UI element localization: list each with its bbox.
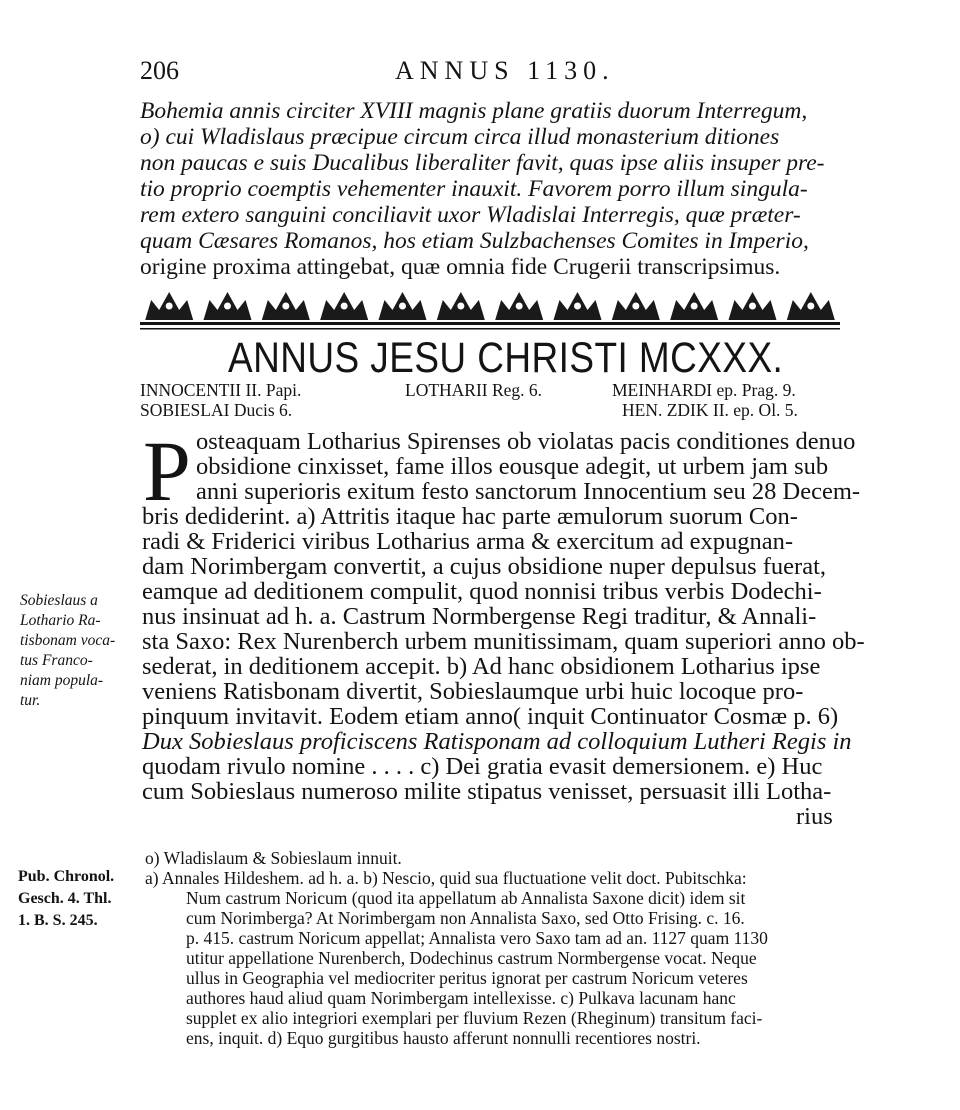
margin-line: Sobieslaus a [20,592,98,609]
regnal-bishop-olomouc: HEN. ZDIK II. ep. Ol. 5. [622,400,798,420]
drop-cap: P [143,423,191,519]
ornament-dot [691,303,698,310]
footnote-line: ens, inquit. d) Equo gurgitibus hausto afferunt nonnulli recentiores nostri. [186,1028,701,1048]
ornament-dot [807,303,814,310]
footnote-line: a) Annales Hildeshem. ad h. a. b) Nescio, quid sua fluctuatione velit doct. Pubitschka: [145,868,747,888]
text-line: radi & Friderici viribus Lotharius arma & exercitum ad expugnan- [142,528,794,555]
text-line: anni superioris exitum festo sanctorum Innocentium seu 28 Decem- [196,478,861,505]
text-line: sederat, in deditionem accepit. b) Ad hanc obsidionem Lotharius ipse [142,653,821,680]
ornament-dot [224,303,231,310]
footnote-line: p. 415. castrum Noricum appellat; Annalista vero Saxo tam ad an. 1127 quam 1130 [186,928,768,948]
ornament-dot [632,303,639,310]
margin-reference-line: 1. B. S. 245. [18,912,98,929]
footnote-line: o) Wladislaum & Sobieslaum innuit. [145,848,402,868]
text-line: eamque ad deditionem compulit, quod nonnisi tribus verbis Dodechi- [142,578,822,605]
text-line: quam Cæsares Romanos, hos etiam Sulzbachenses Comites in Imperio, [140,228,809,254]
page-number: 206 [140,56,179,85]
margin-line: niam popula- [20,672,104,689]
margin-line: tus Franco- [20,652,93,669]
ornament-dot [282,303,289,310]
text-line: quodam rivulo nomine . . . . c) Dei gratia evasit demersionem. e) Huc [142,753,823,780]
year-title: ANNUS JESU CHRISTI MCXXX. [228,334,784,382]
regnal-bishop-prague: MEINHARDI ep. Prag. 9. [612,380,796,400]
ornament-dot [516,303,523,310]
text-line: origine proxima attingebat, quæ omnia fide Crugerii transcripsimus. [140,254,781,280]
text-line: Bohemia annis circiter XVIII magnis plane gratiis duorum Interregum, [140,98,808,124]
margin-line: tur. [20,692,41,709]
margin-reference-line: Pub. Chronol. [18,868,115,885]
ornament-dot [574,303,581,310]
text-line: bris dediderint. a) Attritis itaque hac parte æmulorum suorum Con- [142,503,798,530]
text-line: o) cui Wladislaus præcipue circum circa illud monasterium ditiones [140,124,780,150]
regnal-king: LOTHARII Reg. 6. [405,380,543,400]
ornament-dot [749,303,756,310]
footnote-line: cum Norimberga? At Norimbergam non Annalista Saxo, sed Otto Frising. c. 16. [186,908,745,928]
footnote-line: authores haud aliud quam Norimbergam intellexisse. c) Pulkava lacunam hanc [186,988,736,1008]
ornament-dot [341,303,348,310]
ornament-band [140,286,840,332]
text-line: obsidione cinxisset, fame illos eousque adegit, ut urbem jam sub [196,453,829,480]
ornament-dot [166,303,173,310]
footnote-line: Num castrum Noricum (quod ita appellatum ab Annalista Saxone dicit) idem sit [186,888,746,908]
regnal-pope: INNOCENTII II. Papi. [140,380,302,400]
footnote-line: ullus in Geographia vel mediocriter peritus ignorat per castrum Noricum veteres [186,968,748,988]
catchword: rius [796,803,833,830]
text-line: non paucas e suis Ducalibus liberaliter favit, quas ipse aliis insuper pre- [140,150,825,176]
margin-reference-line: Gesch. 4. Thl. [18,890,112,907]
text-line: veniens Ratisbonam divertit, Sobieslaumque urbi huic locoque pro- [142,678,804,705]
margin-line: Lothario Ra- [20,612,101,629]
text-line: pinquum invitavit. Eodem etiam anno( inquit Continuator Cosmæ p. 6) [142,703,839,730]
footnote-line: supplet ex alio integriori exemplari per fluvium Rezen (Rheginum) transitum faci- [186,1008,763,1028]
margin-line: tisbonam voca- [20,632,116,649]
text-line: rem extero sanguini conciliavit uxor Wladislai Interregis, quæ præter- [140,202,801,228]
text-line: tio proprio coemptis vehementer inauxit. Favorem porro illum singula- [140,176,808,202]
text-line: cum Sobieslaus numeroso milite stipatus venisset, persuasit illi Lotha- [142,778,832,805]
text-line: osteaquam Lotharius Spirenses ob violatas pacis conditiones denuo [196,428,856,455]
text-line: sta Saxo: Rex Nurenberch urbem munitissimam, quam superiori anno ob- [142,628,865,655]
ornament-dot [457,303,464,310]
regnal-duke: SOBIESLAI Ducis 6. [140,400,293,420]
text-line: nus insinuat ad h. a. Castrum Normbergense Regi traditur, & Annali- [142,603,817,630]
text-line: dam Norimbergam convertit, a cujus obsidione nuper depulsus fuerat, [142,553,827,580]
text-line: Dux Sobieslaus proficiscens Ratisponam ad colloquium Lutheri Regis in [142,728,852,755]
ornament-dot [399,303,406,310]
footnote-line: utitur appellatione Nurenberch, Dodechinus castrum Normbergense vocat. Neque [186,948,757,968]
running-title: ANNUS 1130. [395,56,615,85]
